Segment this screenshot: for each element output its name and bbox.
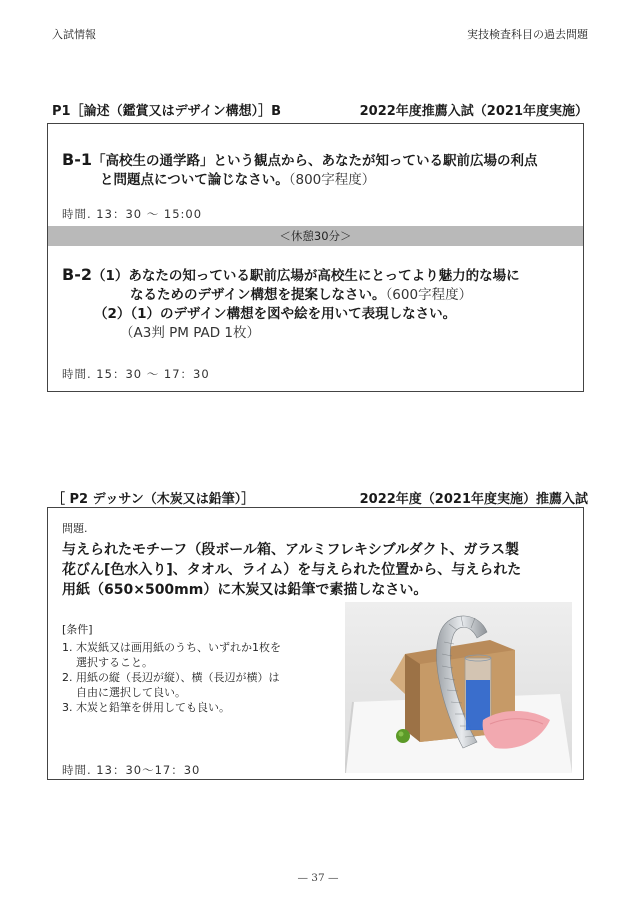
break-label: ＜休憩30分＞ bbox=[279, 229, 352, 243]
header-category: 入試情報 bbox=[52, 28, 96, 41]
p2-time: 時間. 13：30〜17：30 bbox=[62, 763, 201, 777]
p2-question-line1: 与えられたモチーフ（段ボール箱、アルミフレキシブルダクト、ガラス製 bbox=[62, 542, 519, 558]
condition-1: 1. 木炭紙又は画用紙のうち、いずれか1枚を bbox=[62, 641, 281, 654]
b1-time: 時間. 13：30 〜 15:00 bbox=[62, 207, 203, 221]
p1-exam-year: 2022年度推薦入試（2021年度実施） bbox=[359, 104, 588, 119]
p2-conditions-label: [条件] bbox=[62, 623, 93, 636]
b2-line3: （2）（1）のデザイン構想を図や絵を用いて表現しなさい。 bbox=[94, 306, 457, 322]
p2-question-label: 問題. bbox=[62, 522, 88, 535]
page-number: — 37 — bbox=[297, 872, 339, 884]
condition-2: 2. 用紙の縦（長辺が縦）、横（長辺が横）は bbox=[62, 671, 280, 684]
condition-1-cont: 選択すること。 bbox=[76, 656, 153, 669]
b1-line2: と問題点について論じなさい。 bbox=[100, 172, 289, 188]
p2-exam-year: 2022年度（2021年度実施）推薦入試 bbox=[359, 492, 588, 507]
p2-question-text bbox=[62, 540, 577, 600]
b2-time: 時間. 15：30 〜 17：30 bbox=[62, 367, 210, 381]
p2-question-line3: 用紙（650×500mm）に木炭又は鉛筆で素描しなさい。 bbox=[62, 582, 428, 598]
b1-length-note: （800字程度） bbox=[288, 172, 376, 188]
header-section: 実技検査科目の過去問題 bbox=[467, 28, 588, 41]
b2-length-note: （600字程度） bbox=[385, 287, 473, 303]
p1-title: P1［論述（鑑賞又はデザイン構想）］B bbox=[52, 104, 282, 119]
motif-photo bbox=[345, 602, 572, 773]
question-b2 bbox=[62, 265, 577, 343]
p2-title: ［ P2 デッサン（木炭又は鉛筆）］ bbox=[52, 492, 255, 507]
condition-2-cont: 自由に選択して良い。 bbox=[76, 686, 186, 699]
b1-label: B-1 bbox=[62, 150, 92, 169]
b2-line4: （A3判 PM PAD 1枚） bbox=[120, 325, 260, 341]
b2-label: B-2 bbox=[62, 265, 92, 284]
p2-question-box bbox=[47, 507, 584, 780]
question-b1 bbox=[62, 150, 572, 190]
b1-line1: 「高校生の通学路」という観点から、あなたが知っている駅前広場の利点 bbox=[91, 153, 538, 169]
p1-question-box bbox=[47, 123, 584, 392]
b2-line1: （1）あなたの知っている駅前広場が高校生にとってより魅力的な場に bbox=[91, 268, 520, 284]
b2-line2: なるためのデザイン構想を提案しなさい。 bbox=[130, 287, 386, 303]
p2-question-line2: 花びん[色水入り]、タオル、ライム）を与えられた位置から、与えられた bbox=[62, 562, 522, 578]
p2-conditions-list bbox=[62, 640, 332, 715]
condition-3: 3. 木炭と鉛筆を併用しても良い。 bbox=[62, 701, 230, 714]
break-bar bbox=[48, 226, 583, 246]
motif-illustration bbox=[345, 602, 572, 773]
